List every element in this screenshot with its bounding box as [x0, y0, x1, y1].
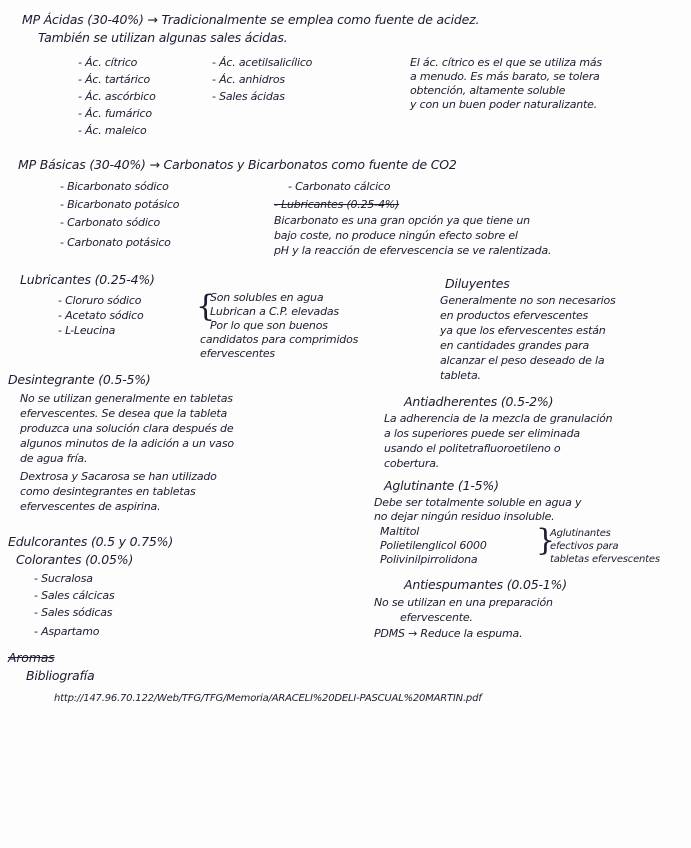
acid-note-line: a menudo. Es más barato, se tolera	[410, 70, 600, 83]
acid-note-line: y con un buen poder naturalizante.	[410, 98, 597, 111]
list-item: - Aspartamo	[34, 625, 100, 638]
list-item: - L-Leucina	[58, 324, 116, 337]
lubricants-title: Lubricantes (0.25-4%)	[20, 272, 155, 287]
list-item: - Bicarbonato potásico	[60, 198, 180, 211]
antifoam-title: Antiespumantes (0.05-1%)	[404, 577, 567, 592]
disintegrant-line: de agua fría.	[20, 452, 88, 465]
antiadherents-line: a los superiores puede ser eliminada	[384, 427, 580, 440]
lubricants-note-line: Lubrican a C.P. elevadas	[210, 305, 339, 318]
list-item: - Ác. fumárico	[78, 107, 152, 120]
list-item: - Carbonato cálcico	[288, 180, 391, 193]
disintegrant-line: algunos minutos de la adición a un vaso	[20, 437, 234, 450]
binder-line: no dejar ningún residuo insoluble.	[374, 510, 555, 523]
list-item: Maltitol	[380, 525, 420, 538]
acid-raw-materials-subtitle: También se utilizan algunas sales ácidas.	[38, 30, 288, 45]
brace-symbol: }	[536, 523, 556, 558]
list-item: Polivinilpirrolidona	[380, 553, 478, 566]
binder-note-line: tabletas efervescentes	[550, 554, 660, 565]
disintegrant-line: produzca una solución clara después de	[20, 422, 234, 435]
lubricants-note-line: candidatos para comprimidos	[200, 333, 359, 346]
diluents-note-line: ya que los efervescentes están	[440, 324, 606, 337]
diluents-note-line: tableta.	[440, 369, 481, 382]
list-item: - Sales sódicas	[34, 606, 113, 619]
list-item: - Ác. anhidros	[212, 73, 285, 86]
antifoam-line: efervescente.	[400, 611, 473, 624]
list-item: - Ác. tartárico	[78, 73, 151, 86]
acid-raw-materials-title: MP Ácidas (30-40%) → Tradicionalmente se emplea como fuente de acidez.	[22, 12, 480, 27]
antifoam-line: PDMS → Reduce la espuma.	[374, 627, 523, 640]
diluents-note-line: en cantidades grandes para	[440, 339, 590, 352]
disintegrant-line: No se utilizan generalmente en tabletas	[20, 392, 233, 405]
struck-item: - Lubricantes (0.25-4%)	[274, 198, 400, 211]
list-item: - Sucralosa	[34, 572, 93, 585]
list-item: - Ác. cítrico	[78, 56, 138, 69]
bibliography-title: Bibliografía	[26, 668, 95, 683]
brace-symbol: {	[196, 289, 216, 324]
diluents-note-line: alcanzar el peso deseado de la	[440, 354, 605, 367]
antiadherents-line: cobertura.	[384, 457, 440, 470]
list-item: - Ác. maleico	[78, 124, 147, 137]
basic-note-line: bajo coste, no produce ningún efecto sobre el	[274, 229, 518, 242]
basic-note-line: pH y la reacción de efervescencia se ve ralentizada.	[274, 244, 552, 257]
diluents-title: Diluyentes	[445, 276, 510, 291]
struck-heading: Aromas	[8, 650, 55, 665]
antifoam-line: No se utilizan en una preparación	[374, 596, 553, 609]
list-item: - Carbonato sódico	[60, 216, 161, 229]
lubricants-note-line: Son solubles en agua	[210, 291, 324, 304]
list-item: - Carbonato potásico	[60, 236, 171, 249]
antiadherents-line: La adherencia de la mezcla de granulación	[384, 412, 613, 425]
lubricants-note-line: Por lo que son buenos	[210, 319, 328, 332]
diluents-note-line: en productos efervescentes	[440, 309, 589, 322]
binder-title: Aglutinante (1-5%)	[384, 478, 499, 493]
binder-note-line: efectivos para	[550, 541, 619, 552]
disintegrant-line: Dextrosa y Sacarosa se han utilizado	[20, 470, 217, 483]
list-item: Polietilenglicol 6000	[380, 539, 487, 552]
diluents-note-line: Generalmente no son necesarios	[440, 294, 616, 307]
antiadherents-title: Antiadherentes (0.5-2%)	[404, 394, 554, 409]
basic-raw-materials-title: MP Básicas (30-40%) → Carbonatos y Bicarbonatos como fuente de CO2	[18, 157, 457, 172]
antiadherents-line: usando el politetrafluoroetileno o	[384, 442, 561, 455]
colorants-title: Colorantes (0.05%)	[16, 552, 134, 567]
lubricants-note-line: efervescentes	[200, 347, 275, 360]
sweeteners-title: Edulcorantes (0.5 y 0.75%)	[8, 534, 174, 549]
acid-note-line: obtención, altamente soluble	[410, 84, 566, 97]
list-item: - Cloruro sódico	[58, 294, 142, 307]
bibliography-url: http://147.96.70.122/Web/TFG/TFG/Memoria/ARACELI%20DELI-PASCUAL%20MARTIN.pdf	[54, 693, 482, 704]
list-item: - Ác. acetilsalicílico	[212, 56, 313, 69]
list-item: - Ác. ascórbico	[78, 90, 156, 103]
list-item: - Sales ácidas	[212, 90, 285, 103]
disintegrant-title: Desintegrante (0.5-5%)	[8, 372, 151, 387]
disintegrant-line: como desintegrantes en tabletas	[20, 485, 196, 498]
list-item: - Acetato sódico	[58, 309, 144, 322]
binder-line: Debe ser totalmente soluble en agua y	[374, 496, 582, 509]
disintegrant-line: efervescentes de aspirina.	[20, 500, 161, 513]
list-item: - Sales cálcicas	[34, 589, 115, 602]
basic-note-line: Bicarbonato es una gran opción ya que tiene un	[274, 214, 530, 227]
list-item: - Bicarbonato sódico	[60, 180, 169, 193]
acid-note-line: El ác. cítrico es el que se utiliza más	[410, 56, 602, 69]
disintegrant-line: efervescentes. Se desea que la tableta	[20, 407, 228, 420]
binder-note-line: Aglutinantes	[550, 528, 611, 539]
